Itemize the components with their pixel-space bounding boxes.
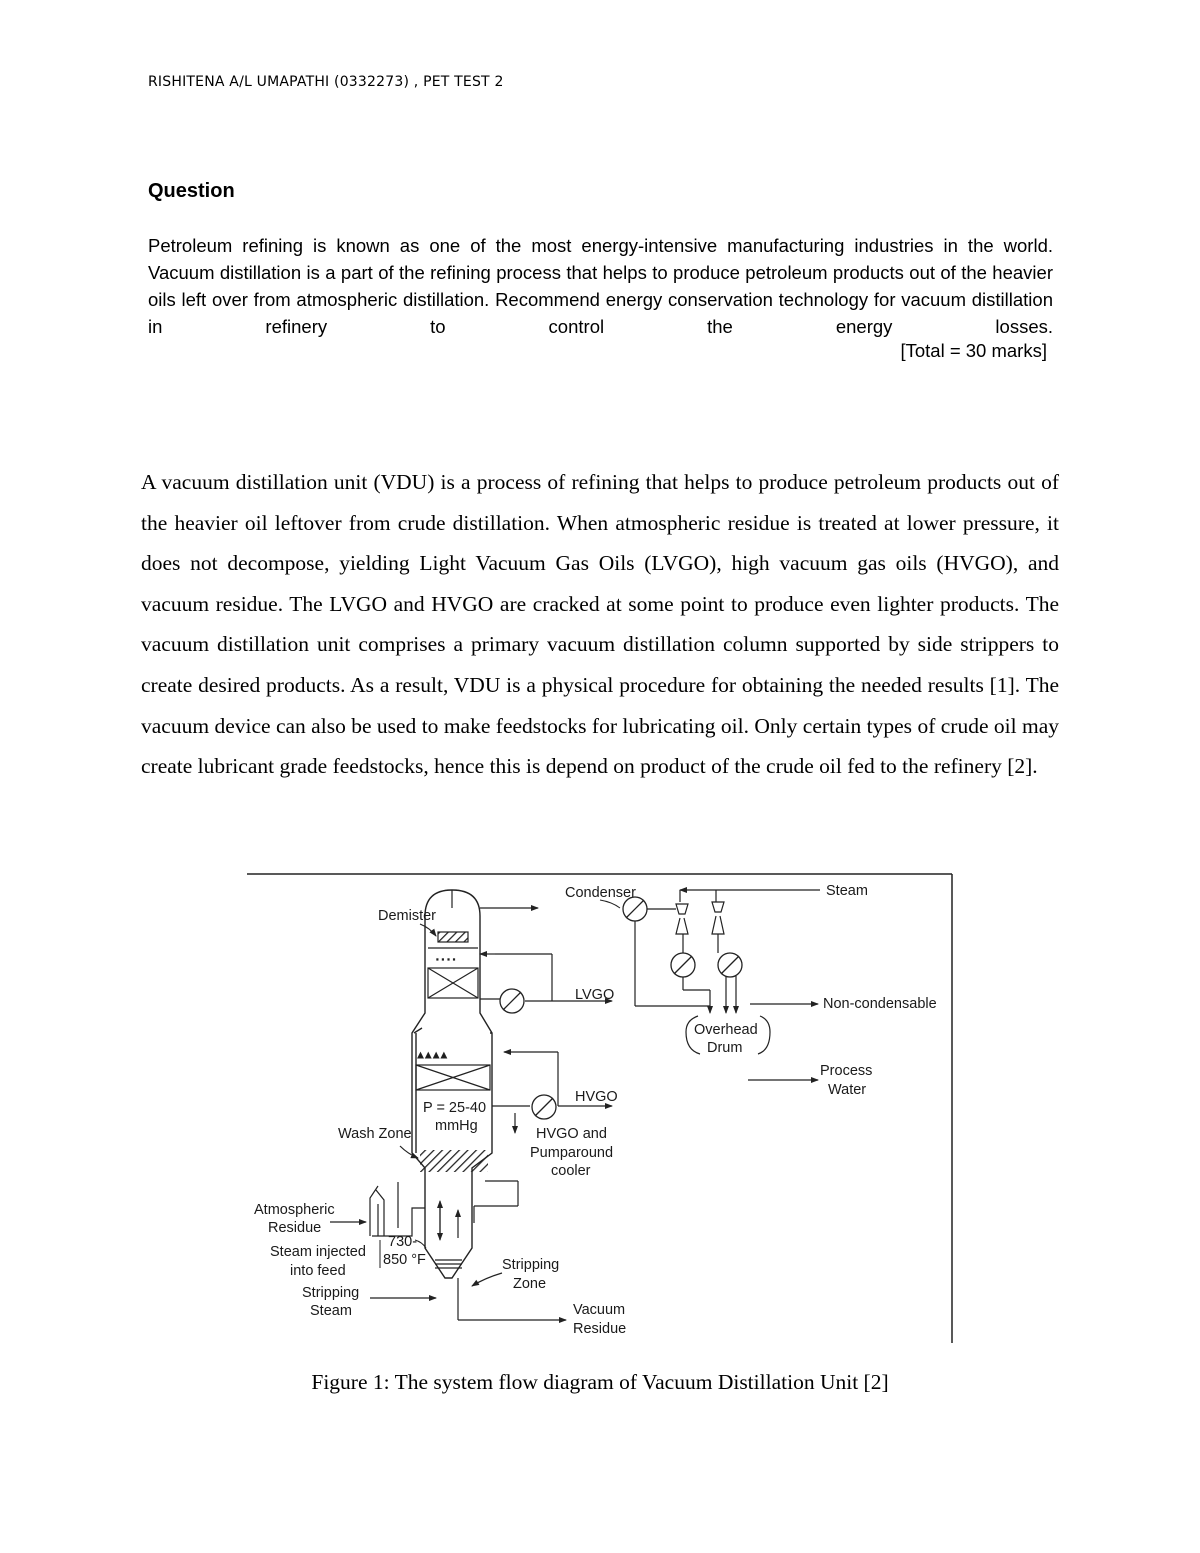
label-non-condensable: Non-condensable	[823, 996, 937, 1012]
question-text	[148, 232, 1053, 340]
label-process: Process	[820, 1063, 873, 1079]
answer-paragraph: A vacuum distillation unit (VDU) is a process of refining that helps to produce petroleum products out of the heavier oil leftover from crude distillation. When atmospheric residue is treated at lower pressure, it does not decompose, yielding Light Vacuum Gas Oils (LVGO), high vacuum gas oils (HVGO), and vacuum residue. The LVGO and HVGO are cracked at some point to produce even lighter products. The vacuum distillation unit comprises a primary vacuum distillation column supported by side strippers to create desired products. As a result, VDU is a physical procedure for obtaining the needed results [1]. The vacuum device can also be used to make feedstocks for lubricating oil. Only certain types of crude oil may create lubricant grade feedstocks, hence this is depend on product of the crude oil fed to the refinery [2].	[141, 470, 1059, 779]
label-lvgo: LVGO	[575, 987, 615, 1003]
label-water: Water	[828, 1082, 867, 1098]
label-stripping-zone-1: Stripping	[502, 1257, 560, 1273]
label-stripping-steam-1: Stripping	[302, 1285, 360, 1301]
steam-ejectors	[647, 902, 724, 934]
demister-pad	[438, 932, 468, 942]
label-mmhg: mmHg	[435, 1118, 478, 1134]
label-pressure: P = 25-40	[423, 1100, 487, 1116]
wash-zone-grid	[420, 1150, 488, 1172]
label-drum-text: Drum	[707, 1040, 743, 1056]
label-steam-injected-1: Steam injected	[270, 1244, 366, 1260]
label-vacuum-residue-2: Residue	[573, 1321, 627, 1337]
label-stripping-steam-2: Steam	[310, 1303, 352, 1319]
label-cooler-2: Pumparound	[530, 1145, 614, 1161]
label-cooler-3: cooler	[551, 1163, 591, 1179]
label-steam-injected-2: into feed	[290, 1263, 346, 1279]
label-atm-residue-1: Atmospheric	[254, 1202, 335, 1218]
label-condenser: Condenser	[565, 885, 636, 901]
label-cooler-1: HVGO and	[536, 1126, 607, 1142]
diagram-svg	[240, 868, 960, 1348]
label-temp-1: 730-	[388, 1234, 418, 1250]
label-temp-2: 850 °F	[383, 1252, 426, 1268]
question-marks: [Total = 30 marks]	[900, 340, 1047, 361]
feed-furnace	[370, 1182, 425, 1236]
label-atm-residue-2: Residue	[268, 1220, 322, 1236]
label-stripping-zone-2: Zone	[513, 1276, 547, 1292]
label-hvgo: HVGO	[575, 1089, 618, 1105]
label-overhead: Overhead	[694, 1022, 758, 1038]
label-wash-zone: Wash Zone	[338, 1126, 412, 1142]
label-demister: Demister	[378, 908, 437, 924]
svg-text:. . . .: . . . .	[436, 952, 456, 963]
label-vacuum-residue-1: Vacuum	[573, 1302, 626, 1318]
label-steam: Steam	[826, 883, 868, 899]
vdu-flow-diagram	[240, 868, 960, 1348]
svg-text:▴ ▴ ▴ ▴: ▴ ▴ ▴ ▴	[418, 1050, 447, 1061]
page-header: RISHITENA A/L UMAPATHI (0332273) , PET TEST 2	[148, 74, 504, 90]
figure-caption: Figure 1: The system flow diagram of Vacuum Distillation Unit [2]	[311, 1370, 889, 1394]
question-title: Question	[148, 180, 235, 202]
question-body: Petroleum refining is known as one of the most energy-intensive manufacturing industries in the world. Vacuum distillation is a part of the refining process that helps to produce petroleum products out of the heavier oils left over from atmospheric distillation. Recommend energy conservation technology for vacuum distillation in refinery to control the energy losses.	[148, 235, 1053, 337]
